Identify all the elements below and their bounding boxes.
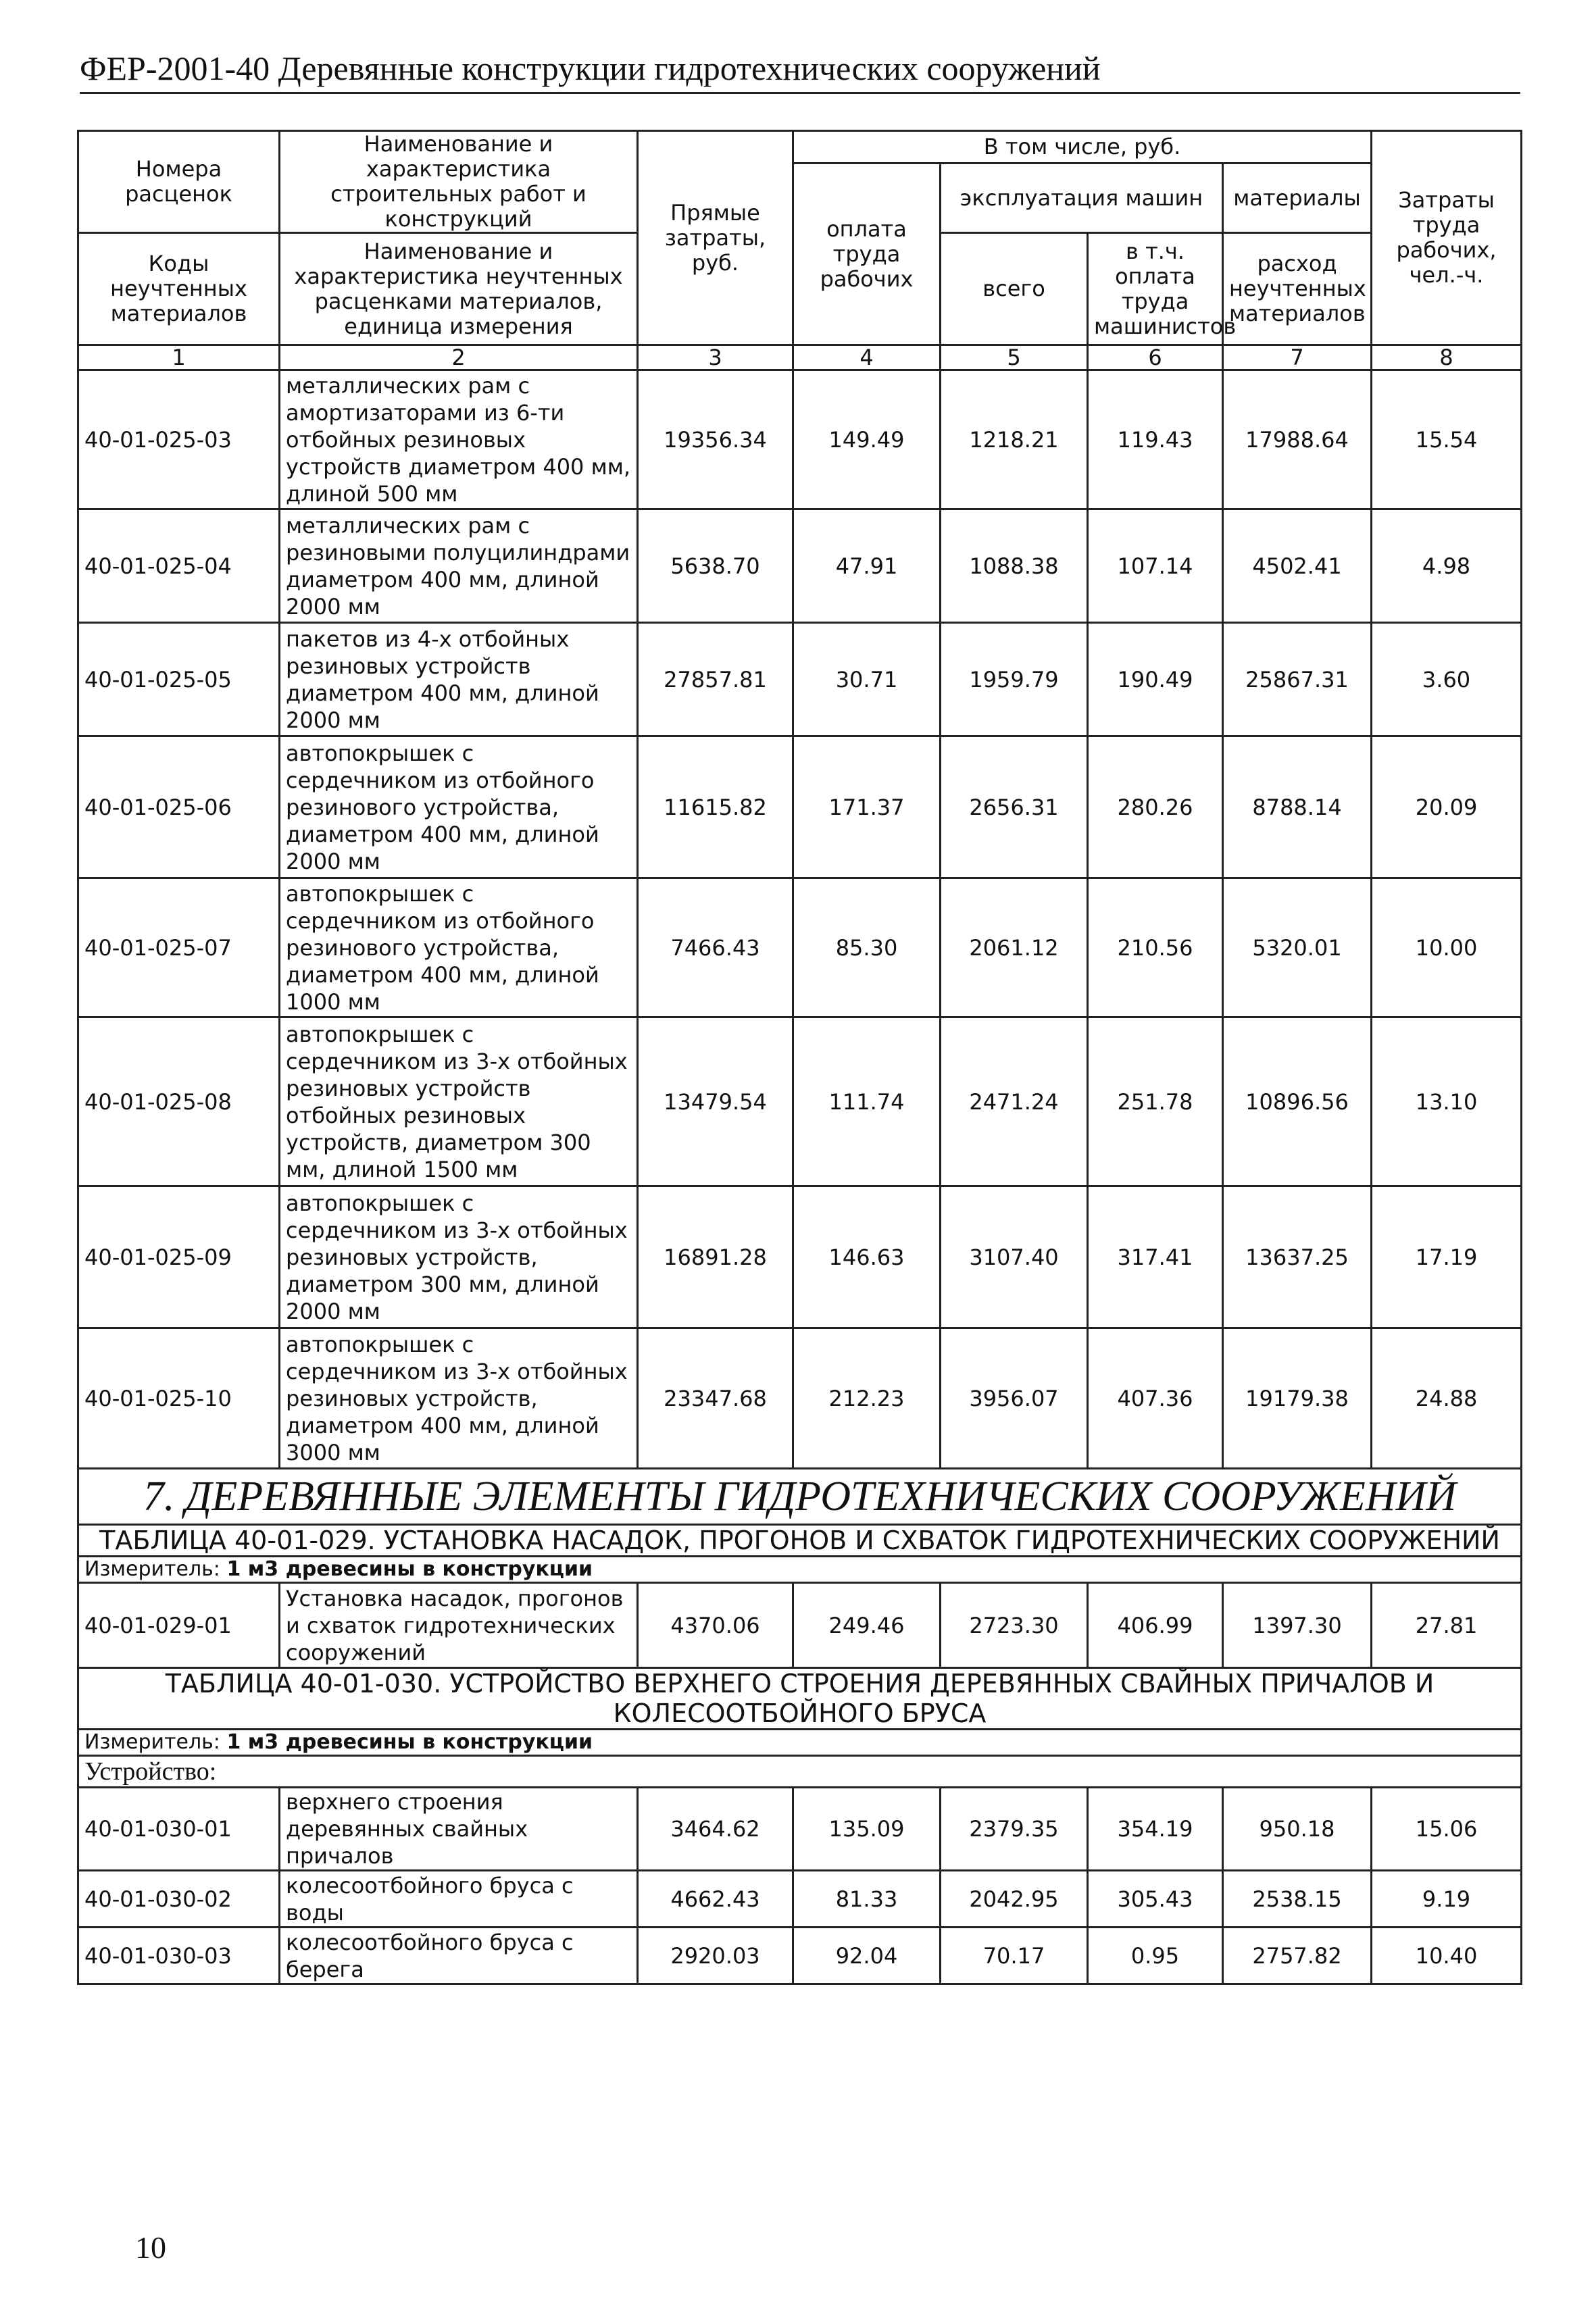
row-name: автопокрышек с сердечником из 3-х отбойных резиновых устройств, диаметром 300 мм, длиной 2000 мм: [280, 1186, 638, 1328]
column-number: 8: [1372, 345, 1522, 370]
page-number: 10: [135, 2230, 166, 2265]
row-code: 40-01-025-10: [78, 1328, 280, 1469]
row-direct-cost: 16891.28: [638, 1186, 793, 1328]
header-materials: материалы: [1223, 164, 1372, 233]
row-materials: 5320.01: [1223, 878, 1372, 1017]
header-wages: оплата труда рабочих: [793, 164, 941, 345]
row-code: 40-01-025-05: [78, 623, 280, 736]
page-header: ФЕР-2001-40 Деревянные конструкции гидротехнических сооружений: [80, 47, 1520, 94]
row-name: верхнего строения деревянных свайных причалов: [280, 1788, 638, 1871]
row-code: 40-01-030-02: [78, 1871, 280, 1928]
row-labor: 9.19: [1372, 1871, 1522, 1928]
header-codes-bottom: Коды неучтенных материалов: [78, 233, 280, 345]
column-number: 2: [280, 345, 638, 370]
row-code: 40-01-025-09: [78, 1186, 280, 1328]
row-name: колесоотбойного бруса с воды: [280, 1871, 638, 1928]
row-code: 40-01-025-08: [78, 1017, 280, 1186]
row-labor: 10.00: [1372, 878, 1522, 1017]
row-wages: 135.09: [793, 1788, 941, 1871]
row-direct-cost: 3464.62: [638, 1788, 793, 1871]
header-name-bottom: Наименование и характеристика неучтенных расценками материалов, единица измерения: [280, 233, 638, 345]
row-name: автопокрышек с сердечником из отбойного резинового устройства, диаметром 400 мм, длиной 1000 мм: [280, 878, 638, 1017]
row-name: автопокрышек с сердечником из 3-х отбойных резиновых устройств, диаметром 400 мм, длиной 3000 мм: [280, 1328, 638, 1469]
row-direct-cost: 27857.81: [638, 623, 793, 736]
row-wages: 85.30: [793, 878, 941, 1017]
measure-value: 1 м3 древесины в конструкции: [226, 1557, 593, 1581]
row-direct-cost: 4370.06: [638, 1583, 793, 1668]
row-wages: 146.63: [793, 1186, 941, 1328]
measure-value: 1 м3 древесины в конструкции: [226, 1730, 593, 1754]
row-code: 40-01-025-03: [78, 370, 280, 509]
row-name: колесоотбойного бруса с берега: [280, 1928, 638, 1984]
table-row: [78, 370, 1522, 509]
table-030-title: ТАБЛИЦА 40-01-030. УСТРОЙСТВО ВЕРХНЕГО СТРОЕНИЯ ДЕРЕВЯННЫХ СВАЙНЫХ ПРИЧАЛОВ И КОЛЕСООТБОЙНОГО БРУСА: [78, 1668, 1522, 1730]
table-body-025: [78, 370, 1522, 1469]
row-wages: 171.37: [793, 736, 941, 878]
row-direct-cost: 13479.54: [638, 1017, 793, 1186]
table-row: [78, 1788, 1522, 1871]
row-machines-total: 3107.40: [941, 1186, 1088, 1328]
row-name: автопокрышек с сердечником из 3-х отбойных резиновых устройств отбойных резиновых устройств, диаметром 300 мм, длиной 1500 мм: [280, 1017, 638, 1186]
row-machines-wages: 280.26: [1088, 736, 1223, 878]
column-number: 7: [1223, 345, 1372, 370]
header-machines: эксплуатация машин: [941, 164, 1223, 233]
row-wages: 81.33: [793, 1871, 941, 1928]
table-row: [78, 509, 1522, 623]
row-materials: 25867.31: [1223, 623, 1372, 736]
row-machines-total: 3956.07: [941, 1328, 1088, 1469]
row-materials: 17988.64: [1223, 370, 1372, 509]
row-direct-cost: 11615.82: [638, 736, 793, 878]
column-numbers-row: [78, 345, 1522, 370]
column-number: 3: [638, 345, 793, 370]
measure-label: Измеритель:: [84, 1730, 227, 1754]
table-row: [78, 1583, 1522, 1668]
header-machines-wages: в т.ч. оплата труда машинистов: [1088, 233, 1223, 345]
row-materials: 4502.41: [1223, 509, 1372, 623]
row-wages: 149.49: [793, 370, 941, 509]
row-materials: 950.18: [1223, 1788, 1372, 1871]
table-row: [78, 1017, 1522, 1186]
row-machines-total: 2379.35: [941, 1788, 1088, 1871]
table-030-measure: [78, 1730, 1522, 1756]
row-labor: 17.19: [1372, 1186, 1522, 1328]
header-materials-unaccounted: расход неучтенных материалов: [1223, 233, 1372, 345]
column-number: 5: [941, 345, 1088, 370]
row-materials: 1397.30: [1223, 1583, 1372, 1668]
table-body-029: [78, 1583, 1522, 1668]
row-machines-wages: 107.14: [1088, 509, 1223, 623]
table-row: [78, 623, 1522, 736]
row-direct-cost: 2920.03: [638, 1928, 793, 1984]
table-row: [78, 1871, 1522, 1928]
row-labor: 4.98: [1372, 509, 1522, 623]
row-labor: 15.06: [1372, 1788, 1522, 1871]
price-table: [77, 130, 1522, 1985]
table-row: [78, 736, 1522, 878]
row-machines-total: 2656.31: [941, 736, 1088, 878]
table-row: [78, 1928, 1522, 1984]
row-code: 40-01-029-01: [78, 1583, 280, 1668]
row-direct-cost: 19356.34: [638, 370, 793, 509]
measure-label: Измеритель:: [84, 1557, 227, 1581]
table-row: [78, 878, 1522, 1017]
row-labor: 13.10: [1372, 1017, 1522, 1186]
row-code: 40-01-025-07: [78, 878, 280, 1017]
row-direct-cost: 5638.70: [638, 509, 793, 623]
row-machines-total: 1218.21: [941, 370, 1088, 509]
row-materials: 8788.14: [1223, 736, 1372, 878]
row-machines-wages: 406.99: [1088, 1583, 1223, 1668]
row-machines-wages: 210.56: [1088, 878, 1223, 1017]
row-machines-total: 2061.12: [941, 878, 1088, 1017]
row-code: 40-01-030-03: [78, 1928, 280, 1984]
row-name: металлических рам с резиновыми полуцилиндрами диаметром 400 мм, длиной 2000 мм: [280, 509, 638, 623]
row-machines-wages: 317.41: [1088, 1186, 1223, 1328]
column-number: 6: [1088, 345, 1223, 370]
section-title: 7. ДЕРЕВЯННЫЕ ЭЛЕМЕНТЫ ГИДРОТЕХНИЧЕСКИХ СООРУЖЕНИЙ: [78, 1469, 1522, 1525]
row-materials: 2757.82: [1223, 1928, 1372, 1984]
row-machines-total: 2042.95: [941, 1871, 1088, 1928]
row-machines-total: 70.17: [941, 1928, 1088, 1984]
table-029-measure: [78, 1557, 1522, 1583]
row-name: пакетов из 4-х отбойных резиновых устройств диаметром 400 мм, длиной 2000 мм: [280, 623, 638, 736]
row-direct-cost: 23347.68: [638, 1328, 793, 1469]
row-machines-total: 1959.79: [941, 623, 1088, 736]
row-machines-wages: 305.43: [1088, 1871, 1223, 1928]
row-machines-total: 1088.38: [941, 509, 1088, 623]
row-labor: 10.40: [1372, 1928, 1522, 1984]
row-wages: 92.04: [793, 1928, 941, 1984]
header-codes-top: Номера расценок: [78, 131, 280, 233]
row-name: металлических рам с амортизаторами из 6-ти отбойных резиновых устройств диаметром 400 мм, длиной 500 мм: [280, 370, 638, 509]
header-labor: Затраты труда рабочих, чел.-ч.: [1372, 131, 1522, 345]
table-body-030: [78, 1788, 1522, 1984]
header-name-top: Наименование и характеристика строительных работ и конструкций: [280, 131, 638, 233]
row-name: автопокрышек с сердечником из отбойного резинового устройства, диаметром 400 мм, длиной 2000 мм: [280, 736, 638, 878]
header-machines-total: всего: [941, 233, 1088, 345]
header-including: В том числе, руб.: [793, 131, 1372, 164]
row-machines-wages: 119.43: [1088, 370, 1223, 509]
row-machines-wages: 407.36: [1088, 1328, 1223, 1469]
table-029-title: ТАБЛИЦА 40-01-029. УСТАНОВКА НАСАДОК, ПРОГОНОВ И СХВАТОК ГИДРОТЕХНИЧЕСКИХ СООРУЖЕНИЙ: [78, 1525, 1522, 1557]
table-row: [78, 1186, 1522, 1328]
row-labor: 3.60: [1372, 623, 1522, 736]
row-machines-wages: 354.19: [1088, 1788, 1223, 1871]
row-machines-total: 2723.30: [941, 1583, 1088, 1668]
row-labor: 24.88: [1372, 1328, 1522, 1469]
row-wages: 30.71: [793, 623, 941, 736]
column-number: 4: [793, 345, 941, 370]
row-direct-cost: 4662.43: [638, 1871, 793, 1928]
row-materials: 10896.56: [1223, 1017, 1372, 1186]
row-wages: 212.23: [793, 1328, 941, 1469]
row-wages: 249.46: [793, 1583, 941, 1668]
row-labor: 20.09: [1372, 736, 1522, 878]
row-materials: 19179.38: [1223, 1328, 1372, 1469]
row-labor: 27.81: [1372, 1583, 1522, 1668]
row-code: 40-01-025-04: [78, 509, 280, 623]
row-wages: 111.74: [793, 1017, 941, 1186]
row-code: 40-01-025-06: [78, 736, 280, 878]
table-030-subheading: Устройство:: [78, 1756, 1522, 1788]
column-number: 1: [78, 345, 280, 370]
row-materials: 13637.25: [1223, 1186, 1372, 1328]
header-direct-costs: Прямые затраты, руб.: [638, 131, 793, 345]
row-machines-total: 2471.24: [941, 1017, 1088, 1186]
row-name: Установка насадок, прогонов и схваток гидротехнических сооружений: [280, 1583, 638, 1668]
row-machines-wages: 251.78: [1088, 1017, 1223, 1186]
row-materials: 2538.15: [1223, 1871, 1372, 1928]
row-direct-cost: 7466.43: [638, 878, 793, 1017]
row-machines-wages: 190.49: [1088, 623, 1223, 736]
row-machines-wages: 0.95: [1088, 1928, 1223, 1984]
row-labor: 15.54: [1372, 370, 1522, 509]
table-row: [78, 1328, 1522, 1469]
row-wages: 47.91: [793, 509, 941, 623]
row-code: 40-01-030-01: [78, 1788, 280, 1871]
